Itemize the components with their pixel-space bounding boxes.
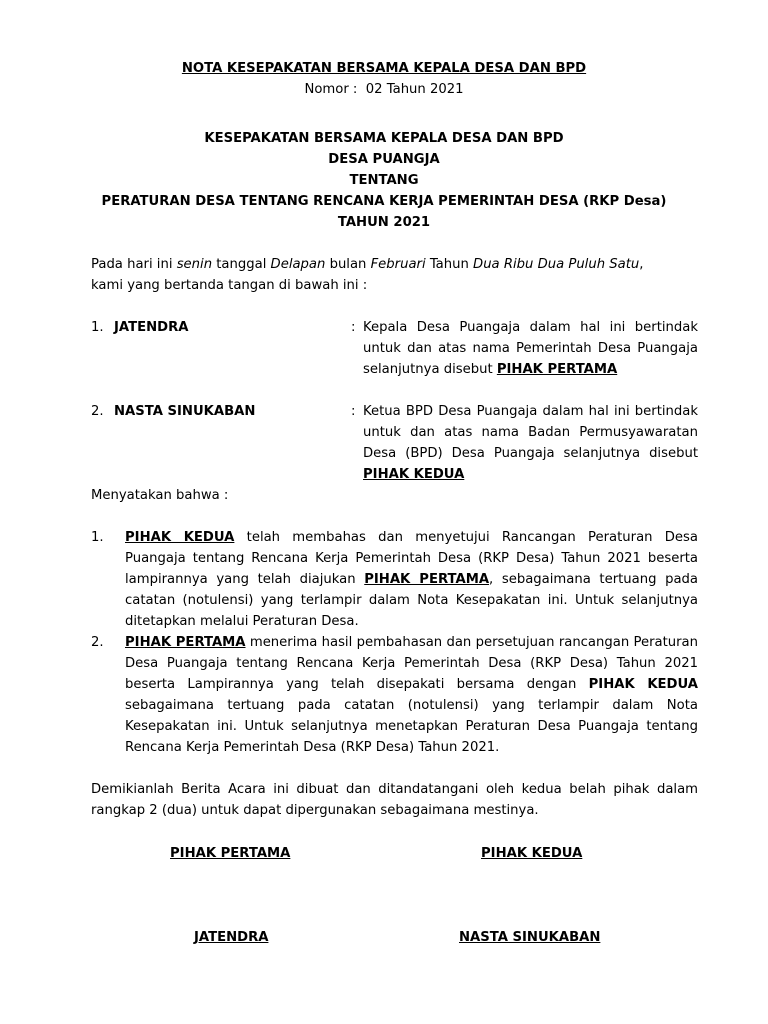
opening-line-2: kami yang bertanda tangan di bawah ini : <box>91 278 368 293</box>
point-1-text: PIHAK KEDUA telah membahas dan menyetujui Rancangan Peraturan Desa Puangaja tentang Rencana Kerja Pemerintah Desa (RKP Desa) Tahun 2021 beserta lampirannya yang telah diajukan PIHAK PERTAMA, sebagaimana tertuang pada catatan (notulensi) yang terlampir dalam Nota Kesepakatan ini. Untuk selanjutnya ditetapkan melalui Peraturan Desa. <box>125 530 698 629</box>
party-2-number: 2. <box>91 404 104 419</box>
party-1-number: 1. <box>91 320 104 335</box>
point-2-lead: PIHAK PERTAMA <box>125 635 246 650</box>
party-2-colon: : <box>351 404 356 419</box>
point-2-text: PIHAK PERTAMA menerima hasil pembahasan dan persetujuan rancangan Peraturan Desa Puangaja tentang Rencana Kerja Pemerintah Desa (RKP Desa) Tahun 2021 beserta Lampirannya yang telah disepakati bersama dengan PIHAK KEDUA sebagaimana tertuang pada catatan (notulensi) yang terlampir dalam Nota Kesepakatan ini. Untuk selanjutnya menetapkan Peraturan Desa Puangaja tentang Rencana Kerja Pemerintah Desa (RKP Desa) Tahun 2021. <box>125 635 699 755</box>
subject-line-2: DESA PUANGJA <box>328 152 440 167</box>
point-1-lead: PIHAK KEDUA <box>125 530 235 545</box>
party-1-name: JATENDRA <box>114 320 189 335</box>
point-1-ref: PIHAK PERTAMA <box>364 572 490 587</box>
subject-line-1: KESEPAKATAN BERSAMA KEPALA DESA DAN BPD <box>204 131 564 146</box>
party-2-name: NASTA SINUKABAN <box>114 404 256 419</box>
signature-left-name: JATENDRA <box>194 930 269 945</box>
signature-left-title: PIHAK PERTAMA <box>170 846 291 861</box>
document-number <box>0 79 768 100</box>
closing-paragraph: Demikianlah Berita Acara ini dibuat dan ditandatangani oleh kedua belah pihak dalam rangkap 2 (dua) untuk dapat dipergunakan sebagaimana mestinya. <box>91 782 698 818</box>
opening-paragraph <box>91 254 699 296</box>
signature-right-title: PIHAK KEDUA <box>481 846 583 861</box>
party-1-role: PIHAK PERTAMA <box>496 362 618 377</box>
number-value: 02 Tahun 2021 <box>365 82 464 97</box>
subject-line-5: TAHUN 2021 <box>337 215 431 230</box>
subject-line-3: TENTANG <box>349 173 419 188</box>
document-title: NOTA KESEPAKATAN BERSAMA KEPALA DESA DAN BPD <box>181 61 587 76</box>
point-2-ref: PIHAK KEDUA <box>588 677 699 692</box>
party-2-description: Ketua BPD Desa Puangaja dalam hal ini bertindak untuk dan atas nama Badan Permusyawaratan Desa (BPD) Desa Puangaja selanjutnya disebut PIHAK KEDUA <box>363 404 698 482</box>
party-2-role: PIHAK KEDUA <box>363 467 465 482</box>
subject-line-4: PERATURAN DESA TENTANG RENCANA KERJA PEMERINTAH DESA (RKP Desa) <box>101 194 667 209</box>
point-2-number: 2. <box>91 635 104 650</box>
party-1-description: Kepala Desa Puangaja dalam hal ini bertindak untuk dan atas nama Pemerintah Desa Puangaja selanjutnya disebut PIHAK PERTAMA <box>363 320 698 377</box>
statement-intro: Menyatakan bahwa : <box>91 488 229 503</box>
opening-line-1: Pada hari ini senin tanggal Delapan bulan Februari Tahun Dua Ribu Dua Puluh Satu, <box>91 257 644 272</box>
point-1-number: 1. <box>91 530 104 545</box>
signature-right-name: NASTA SINUKABAN <box>459 930 601 945</box>
number-label: Nomor : <box>304 82 358 97</box>
party-1-colon: : <box>351 320 356 335</box>
